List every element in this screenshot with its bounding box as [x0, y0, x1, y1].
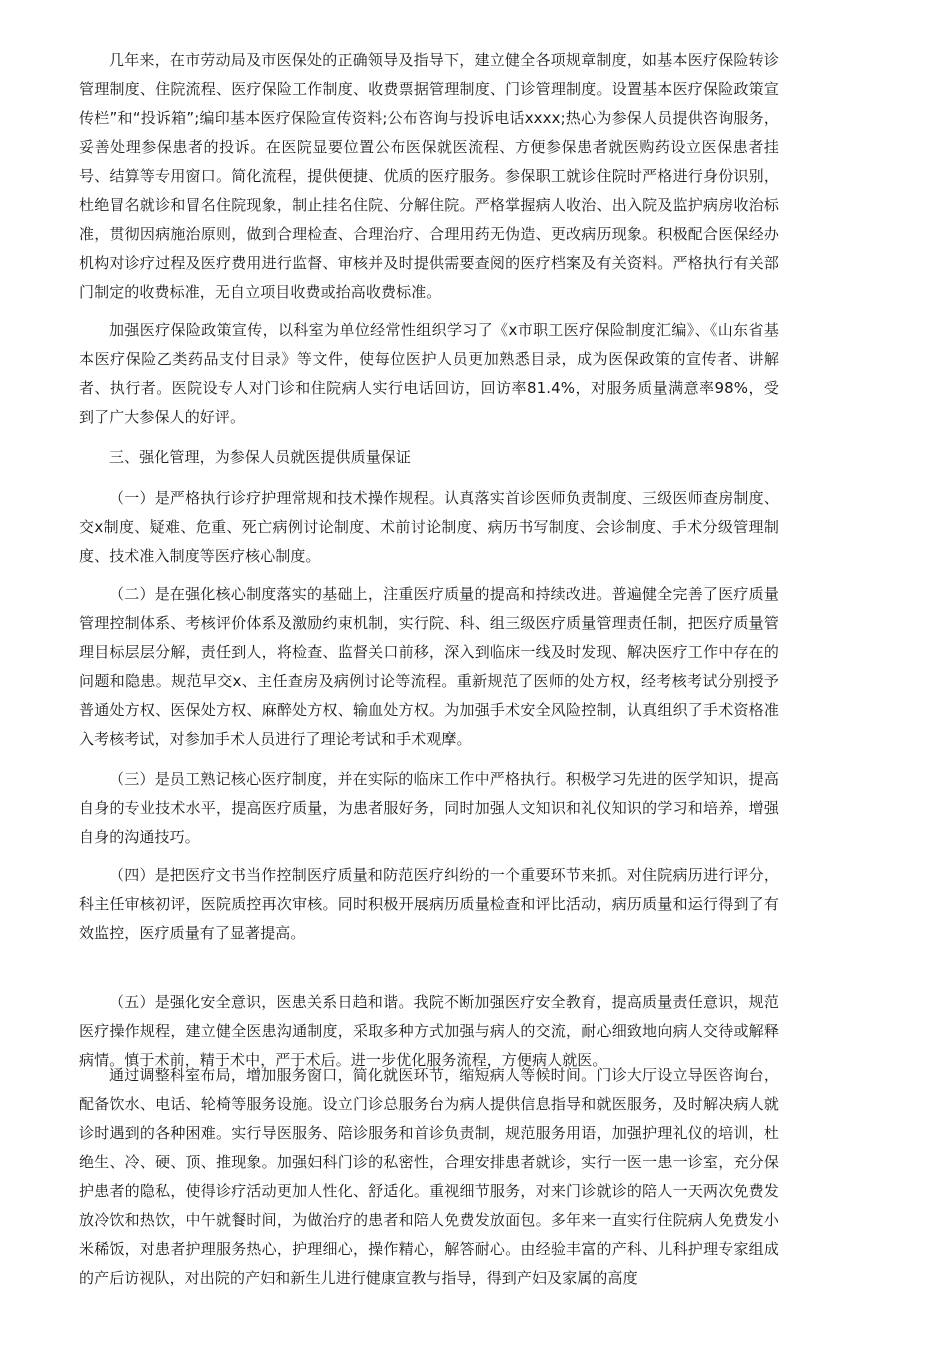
paragraph-item-5: （五）是强化安全意识，医患关系日趋和谐。我院不断加强医疗安全教育，提高质量责任意识，规范医疗操作规程，建立健全医患沟通制度，采取多种方式加强与病人的交流，耐心细致地向病人交待或解释病情。慎于术前，精于术中，严于术后。进一步优化服务流程，方便病人就医。 [79, 993, 779, 1069]
paragraph-policy-publicity: 加强医疗保险政策宣传，以科室为单位经常性组织学习了《x市职工医疗保险制度汇编》、《山东省基本医疗保险乙类药品支付目录》等文件，使每位医护人员更加熟悉目录，成为医保政策的宣传者、讲解者、执行者。医院设专人对门诊和住院病人实行电话回访，回访率81.4%，对服务质量满意率98%，受到了广大参保人的好评。 [79, 321, 779, 426]
section-heading-quality: 三、强化管理，为参保人员就医提供质量保证 [109, 448, 412, 466]
paragraph-item-3: （三）是员工熟记核心医疗制度，并在实际的临床工作中严格执行。积极学习先进的医学知识，提高自身的专业技术水平，提高医疗质量，为患者服好务，同时加强人文知识和礼仪知识的学习和培养，增强自身的沟通技巧。 [79, 770, 779, 846]
paragraph-item-4: （四）是把医疗文书当作控制医疗质量和防范医疗纠纷的一个重要环节来抓。对住院病历进行评分，科主任审核初评，医院质控再次审核。同时积极开展病历质量检查和评比活动，病历质量和运行得到了有效监控，医疗质量有了显著提高。 [79, 866, 779, 942]
paragraph-service-improvement: 通过调整科室布局，增加服务窗口，简化就医环节，缩短病人等候时间。门诊大厅设立导医咨询台，配备饮水、电话、轮椅等服务设施。设立门诊总服务台为病人提供信息指导和就医服务，及时解决病人就诊时遇到的各种困难。实行导医服务、陪诊服务和首诊负责制，规范服务用语，加强护理礼仪的培训，杜绝生、冷、硬、顶、推现象。加强妇科门诊的私密性，合理安排患者就诊，实行一医一患一诊室，充分保护患者的隐私，使得诊疗活动更加人性化、舒适化。重视细节服务，对来门诊就诊的陪人一天两次免费发放冷饮和热饮，中午就餐时间，为做治疗的患者和陪人免费发放面包。多年来一直实行住院病人免费发小米稀饭，对患者护理服务热心，护理细心，操作精心，解答耐心。由经验丰富的产科、儿科护理专家组成的产后访视队，对出院的产妇和新生儿进行健康宣教与指导，得到产妇及家属的高度 [79, 1066, 779, 1287]
paragraph-item-1: （一）是严格执行诊疗护理常规和技术操作规程。认真落实首诊医师负责制度、三级医师查房制度、交x制度、疑难、危重、死亡病例讨论制度、术前讨论制度、病历书写制度、会诊制度、手术分级管理制度、技术准入制度等医疗核心制度。 [79, 489, 779, 565]
paragraph-compliance: 几年来，在市劳动局及市医保处的正确领导及指导下，建立健全各项规章制度，如基本医疗保险转诊管理制度、住院流程、医疗保险工作制度、收费票据管理制度、门诊管理制度。设置基本医疗保险政策宣传栏”和“投诉箱”;编印基本医疗保险宣传资料;公布咨询与投诉电话xxxx;热心为参保人员提供咨询服务，妥善处理参保患者的投诉。在医院显要位置公布医保就医流程、方便参保患者就医购药设立医保患者挂号、结算等专用窗口。简化流程，提供便捷、优质的医疗服务。参保职工就诊住院时严格进行身份识别，杜绝冒名就诊和冒名住院现象，制止挂名住院、分解住院。严格掌握病人收治、出入院及监护病房收治标准，贯彻因病施治原则，做到合理检查、合理治疗、合理用药无伪造、更改病历现象。积极配合医保经办机构对诊疗过程及医疗费用进行监督、审核并及时提供需要查阅的医疗档案及有关资料。严格执行有关部门制定的收费标准，无自立项目收费或抬高收费标准。 [79, 51, 779, 301]
paragraph-item-2: （二）是在强化核心制度落实的基础上，注重医疗质量的提高和持续改进。普遍健全完善了医疗质量管理控制体系、考核评价体系及激励约束机制，实行院、科、组三级医疗质量管理责任制，把医疗质量管理目标层层分解，责任到人，将检查、监督关口前移，深入到临床一线及时发现、解决医疗工作中存在的问题和隐患。规范早交x、主任查房及病例讨论等流程。重新规范了医师的处方权，经考核考试分别授予普通处方权、医保处方权、麻醉处方权、输血处方权。为加强手术安全风险控制，认真组织了手术资格准入考核考试，对参加手术人员进行了理论考试和手术观摩。 [79, 585, 779, 748]
